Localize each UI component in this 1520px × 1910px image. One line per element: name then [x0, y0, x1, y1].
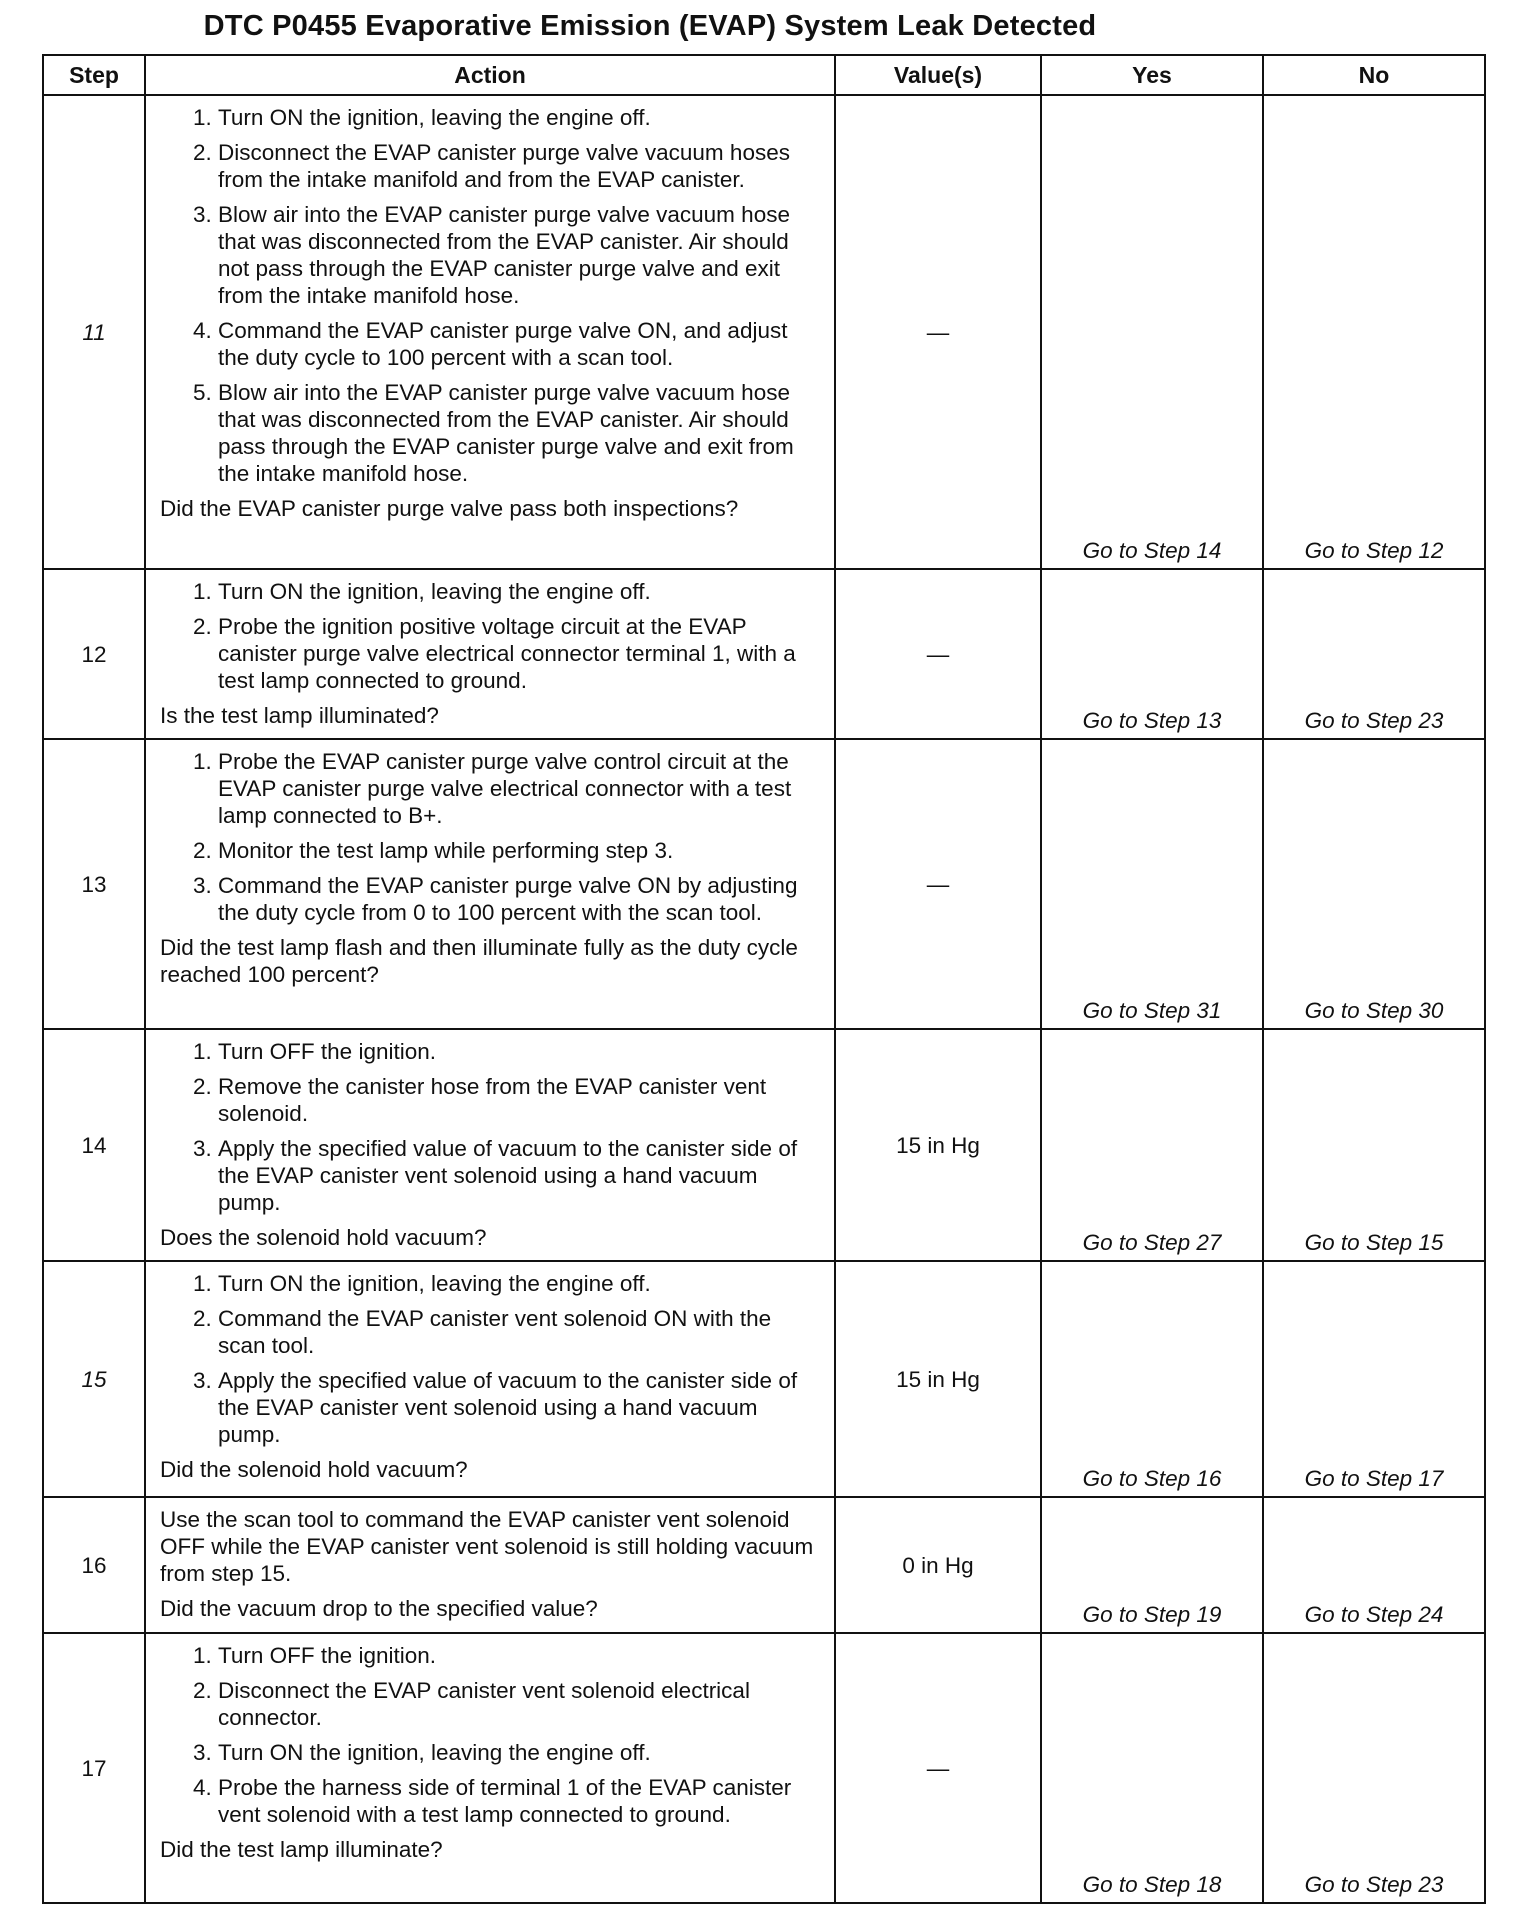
list-item: 3. Apply the specified value of vacuum to the canister side of the EVAP canister vent solenoid using a hand vacuum pump.	[218, 1135, 824, 1216]
action-paragraph: Use the scan tool to command the EVAP canister vent solenoid OFF while the EVAP canister vent solenoid is still holding vacuum from step 15.	[160, 1507, 814, 1586]
action-list	[160, 1038, 824, 1216]
table-row	[43, 1261, 1485, 1497]
value-cell: —	[835, 739, 1041, 1029]
action-question: Did the test lamp illuminate?	[160, 1837, 443, 1862]
step-number: 11	[43, 95, 145, 569]
list-item: 2. Command the EVAP canister vent solenoid ON with the scan tool.	[218, 1305, 824, 1359]
action-cell	[145, 95, 835, 569]
value-cell: —	[835, 569, 1041, 739]
action-question: Did the EVAP canister purge valve pass both inspections?	[160, 496, 739, 521]
step-number: 16	[43, 1497, 145, 1633]
action-list	[160, 1642, 824, 1828]
action-cell	[145, 1633, 835, 1903]
no-cell: Go to Step 15	[1263, 1029, 1485, 1261]
list-item: 2. Remove the canister hose from the EVAP canister vent solenoid.	[218, 1073, 824, 1127]
yes-cell: Go to Step 13	[1041, 569, 1263, 739]
action-cell	[145, 1497, 835, 1633]
list-item: 1. Turn ON the ignition, leaving the engine off.	[218, 1270, 824, 1297]
table-row	[43, 1497, 1485, 1633]
yes-cell: Go to Step 19	[1041, 1497, 1263, 1633]
step-number: 12	[43, 569, 145, 739]
step-number: 15	[43, 1261, 145, 1497]
step-number: 13	[43, 739, 145, 1029]
list-item: 4. Probe the harness side of terminal 1 of the EVAP canister vent solenoid with a test lamp connected to ground.	[218, 1774, 824, 1828]
no-cell: Go to Step 30	[1263, 739, 1485, 1029]
value-cell: —	[835, 1633, 1041, 1903]
action-question: Does the solenoid hold vacuum?	[160, 1225, 487, 1250]
list-item: 3. Apply the specified value of vacuum to the canister side of the EVAP canister vent solenoid using a hand vacuum pump.	[218, 1367, 824, 1448]
list-item: 1. Turn ON the ignition, leaving the engine off.	[218, 578, 824, 605]
list-item: 3. Blow air into the EVAP canister purge valve vacuum hose that was disconnected from the EVAP canister. Air should not pass through the EVAP canister purge valve and exit from the intake manifold hose.	[218, 201, 824, 309]
step-number: 17	[43, 1633, 145, 1903]
no-cell: Go to Step 23	[1263, 1633, 1485, 1903]
page-title: DTC P0455 Evaporative Emission (EVAP) System Leak Detected	[203, 10, 1097, 42]
yes-cell: Go to Step 31	[1041, 739, 1263, 1029]
action-question: Did the test lamp flash and then illuminate fully as the duty cycle reached 100 percent?	[160, 935, 798, 987]
no-cell: Go to Step 12	[1263, 95, 1485, 569]
list-item: 1. Turn OFF the ignition.	[218, 1038, 824, 1065]
action-list	[160, 748, 824, 926]
action-list	[160, 104, 824, 487]
step-number: 14	[43, 1029, 145, 1261]
yes-cell: Go to Step 27	[1041, 1029, 1263, 1261]
action-question: Is the test lamp illuminated?	[160, 703, 439, 728]
value-cell: 15 in Hg	[835, 1261, 1041, 1497]
action-list	[160, 578, 824, 694]
header-no: No	[1263, 55, 1485, 95]
header-action: Action	[145, 55, 835, 95]
list-item: 3. Command the EVAP canister purge valve ON by adjusting the duty cycle from 0 to 100 percent with the scan tool.	[218, 872, 824, 926]
no-cell: Go to Step 17	[1263, 1261, 1485, 1497]
yes-cell: Go to Step 14	[1041, 95, 1263, 569]
list-item: 1. Turn ON the ignition, leaving the engine off.	[218, 104, 824, 131]
no-cell: Go to Step 24	[1263, 1497, 1485, 1633]
action-cell	[145, 569, 835, 739]
action-cell	[145, 1261, 835, 1497]
list-item: 2. Monitor the test lamp while performing step 3.	[218, 837, 824, 864]
header-yes: Yes	[1041, 55, 1263, 95]
yes-cell: Go to Step 16	[1041, 1261, 1263, 1497]
table-row	[43, 1633, 1485, 1903]
value-cell: 15 in Hg	[835, 1029, 1041, 1261]
table-row	[43, 739, 1485, 1029]
table-row	[43, 95, 1485, 569]
yes-cell: Go to Step 18	[1041, 1633, 1263, 1903]
action-cell	[145, 1029, 835, 1261]
table-row	[43, 1029, 1485, 1261]
action-question: Did the solenoid hold vacuum?	[160, 1457, 468, 1482]
action-cell	[145, 739, 835, 1029]
list-item: 1. Turn OFF the ignition.	[218, 1642, 824, 1669]
list-item: 2. Disconnect the EVAP canister purge valve vacuum hoses from the intake manifold and from the EVAP canister.	[218, 139, 824, 193]
header-step: Step	[43, 55, 145, 95]
list-item: 5. Blow air into the EVAP canister purge valve vacuum hose that was disconnected from the EVAP canister. Air should pass through the EVAP canister purge valve and exit from the intake manifold hose.	[218, 379, 824, 487]
header-values: Value(s)	[835, 55, 1041, 95]
diagnostic-table	[42, 54, 1486, 1904]
action-list	[160, 1270, 824, 1448]
table-row	[43, 569, 1485, 739]
value-cell: —	[835, 95, 1041, 569]
list-item: 1. Probe the EVAP canister purge valve control circuit at the EVAP canister purge valve electrical connector with a test lamp connected to B+.	[218, 748, 824, 829]
value-cell: 0 in Hg	[835, 1497, 1041, 1633]
action-question: Did the vacuum drop to the specified value?	[160, 1596, 598, 1621]
no-cell: Go to Step 23	[1263, 569, 1485, 739]
list-item: 2. Probe the ignition positive voltage circuit at the EVAP canister purge valve electrical connector terminal 1, with a test lamp connected to ground.	[218, 613, 824, 694]
list-item: 2. Disconnect the EVAP canister vent solenoid electrical connector.	[218, 1677, 824, 1731]
list-item: 4. Command the EVAP canister purge valve ON, and adjust the duty cycle to 100 percent with a scan tool.	[218, 317, 824, 371]
table-header-row	[43, 55, 1485, 95]
list-item: 3. Turn ON the ignition, leaving the engine off.	[218, 1739, 824, 1766]
